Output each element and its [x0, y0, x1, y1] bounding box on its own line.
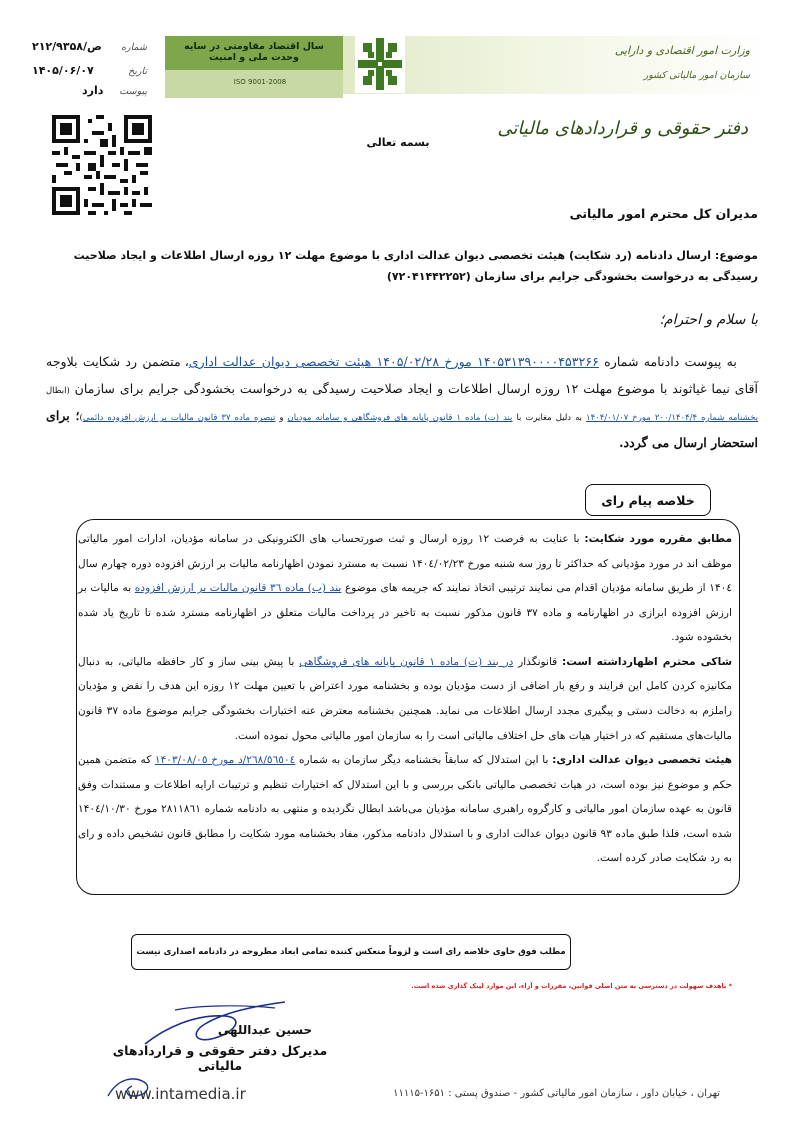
attachment-value: دارد	[82, 84, 104, 97]
body-note: (ابطال	[46, 386, 70, 397]
summary-section-regulation	[78, 527, 732, 650]
body-note: و	[275, 413, 288, 424]
section-text: قانونگذار	[513, 655, 563, 668]
signer-name: حسین عبداللهی	[217, 1023, 313, 1037]
vat-article-36-link[interactable]: بند (ب) ماده ۳٦ قانون مالیات بر ارزش افزوده	[134, 582, 342, 595]
greeting: با سلام و احترام؛	[659, 312, 758, 328]
section-text: با پیش بینی ساز و کار حافظه مالیاتی، به دنبال مکانیزه کردن کامل این فرایند و رفع بار اضافی از دست مؤدیان بوده و بخشنامه مورد اعتراض با تعیین مهلت ۱۲ روزه این هدف را نقض و مؤدیان راملزم به دخالت دستی و پیگیری مجدد ارسال اطلاعات می نماید. همچنین بخشنامه معترض عنه اختیارات بخشودگی جرایم موضوع ماده ۳۷ قانون مالیات‌های مستقیم که در اختیار هیات های حل اختلاف مالیاتی است را به سازمان امور مالیاتی محول نموده است.	[78, 655, 732, 742]
summary-content	[78, 527, 732, 871]
vat-law-link[interactable]: تبصره ماده ۳۷ قانون مالیات بر ارزش افزوده دائمی	[82, 413, 276, 424]
section-text: که متضمن همین حکم و موضوع نیز بوده است، در هیات تخصصی مالیاتی بانکی بررسی و با این استدلال که اختیارات تنظیم و ترتیبات ارایه اطلاعات و مستندات وفق قانون به عهده سازمان امور مالیاتی و کارگروه راهبری سامانه مؤدیان می‌باشد ابطال نگردیده و منتهی به دادنامه شماره ۲۸۱۱۸٦۱ مورخ ۱۴۰٤/۱۰/۳۰ شده است، فلذا طبق ماده ۹۳ قانون دیوان عدالت اداری و با استدلال دادنامه مذکور، مفاد بخشنامه مورد شکایت را مطابق قانون تشخیص داده و رای به رد شکایت صادر کرده است.	[78, 754, 732, 865]
addressee: مدیران کل محترم امور مالیاتی	[569, 206, 758, 221]
verdict-link[interactable]: ۱۴۰۵۳۱۳۹۰۰۰۰۴۵۳۲۶۶ مورخ ۱۴۰۵/۰۲/۲۸ هیئت تخصصی دیوان عدالت اداری	[188, 354, 599, 369]
website-link[interactable]: www.intamedia.ir	[115, 1085, 246, 1103]
bismillah: بسمه تعالی	[366, 136, 430, 149]
body-note: )	[79, 413, 83, 424]
ministry-name: وزارت امور اقتصادی و دارایی	[614, 44, 750, 57]
organization-name: سازمان امور مالیاتی کشور	[643, 70, 750, 81]
attachment-label: پیوست	[119, 86, 147, 97]
attachment-row	[82, 84, 147, 97]
body-text: ، متضمن رد شکایت بلاوجه آقای نیما غیاثوند با موضوع مهلت ۱۲ روزه ارسال اطلاعات و ایجاد صلاحیت رسیدگی به درخواست بخشودگی جرایم برای سازمان	[46, 354, 758, 397]
circular-link[interactable]: بخشنامه شماره ۲۰۰/۱۴۰۴/۴ مورخ ۱۴۰۴/۰۱/۰۷	[586, 413, 759, 424]
links-footnote: * باهدف سهولت در دسترسی به متن اصلی قوانین، مقررات و آراء، این موارد لینک گذاری شده است.	[411, 982, 732, 990]
tax-organization-emblem-icon	[355, 35, 405, 93]
previous-circular-link[interactable]: ۲٦۸/٥٦٥٠٤/د مورخ ۱۴۰۳/۰۸/۰٥	[154, 754, 296, 767]
summary-title: خلاصه پیام رای	[585, 484, 711, 516]
letter-number-row	[32, 40, 147, 53]
section-text: با عنایت به فرصت ۱۲ روزه ارسال و ثبت صورتحساب های الکترونیکی در سامانه مؤدیان، ادارات امور مالیاتی موظف اند در مورد مؤدیانی که حداکثر تا روز سه شنبه مورخ ۱۴۰٤/۰۲/۲۳ نسبت به مسترد نمودن اظهارنامه مالیات بر ارزش افزوده دوره چهارم سال ۱۴۰٤ از طریق سامانه مؤدیان اقدام می نمایند ترتیبی اتخاذ نمایند که جریمه های موضوع	[78, 533, 733, 595]
qr-code-icon[interactable]	[52, 115, 152, 215]
office-name: دفتر حقوقی و قراردادهای مالیاتی	[497, 118, 748, 139]
section-text: به مالیات بر ارزش افزوده ابرازی در اظهارنامه و ماده ۳۷ قانون مذکور نسبت به تاخیر در پرداخت مالیات متعلق در اظهارنامه مسترد شده تا تاریخ یاد شده بخشوده شود.	[78, 582, 732, 644]
retail-terminals-law-link[interactable]: بند (ت) ماده ۱ قانون پایانه های فروشگاهی و سامانه مودیان	[287, 413, 513, 424]
body-text: به پیوست دادنامه شماره	[598, 354, 737, 369]
body-closing: ؛ برای استحضار ارسال می گردد.	[46, 408, 758, 451]
section-heading: مطابق مقرره مورد شکایت:	[584, 533, 733, 545]
section-heading: هیئت تخصصی دیوان عدالت اداری:	[552, 754, 733, 767]
slogan-text: سال اقتصاد مقاومتی در سایه وحدت ملی و امنیت	[184, 41, 324, 63]
disclaimer-box: مطلب فوق حاوی خلاصه رای است و لزوماً منعکس کننده تمامی ابعاد مطروحه در دادنامه اصداری نیست	[131, 934, 571, 970]
letter-number-value: ۲۱۲/۹۳۵۸/ص	[32, 40, 102, 53]
signer-title: مدیرکل دفتر حقوقی و قراردادهای مالیاتی	[112, 1043, 328, 1073]
summary-section-plaintiff	[78, 650, 732, 748]
retail-terminals-article-link[interactable]: در بند (ت) ماده ۱ قانون پایانه های فروشگاهی	[299, 655, 514, 668]
letter-date-value: ۱۴۰۵/۰۶/۰۷	[32, 64, 94, 77]
section-text: با این استدلال که سابقاً بخشنامه دیگر سازمان به شماره	[295, 754, 553, 767]
footer-address: تهران ، خیابان داور ، سازمان امور مالیاتی کشور - صندوق پستی : ۱۶۵۱-۱۱۱۱۵	[393, 1088, 720, 1099]
letter-date-row	[32, 64, 147, 77]
iso-label: ISO 9001-2008	[233, 78, 287, 86]
letter-date-label: تاریخ	[128, 66, 147, 77]
subject-line: موضوع: ارسال دادنامه (رد شکایت) هیئت تخصصی دیوان عدالت اداری با موضوع مهلت ۱۲ روزه ارسال اطلاعات و ایجاد صلاحیت رسیدگی به درخواست بخشودگی جرایم برای سازمان (۷۲۰۴۱۴۴۲۲۵۲)	[73, 249, 758, 283]
body-paragraph	[46, 348, 758, 456]
body-note: به دلیل مغایرت با	[512, 413, 587, 424]
summary-section-court	[78, 748, 732, 871]
letter-number-label: شماره	[121, 42, 147, 53]
section-heading: شاکی محترم اظهارداشته است:	[562, 655, 732, 668]
